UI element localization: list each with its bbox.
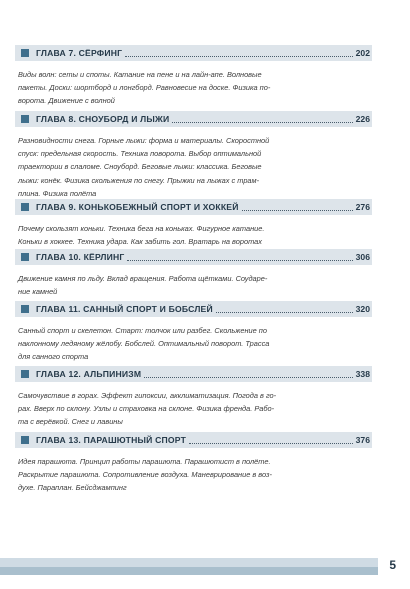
dot-leader — [216, 312, 353, 313]
description-line: Коньки в хоккее. Техника удара. Как забить гол. Вратарь на воротах — [18, 237, 262, 247]
chapter-description — [18, 134, 308, 200]
bullet-square-icon — [21, 436, 29, 444]
dot-leader — [125, 56, 352, 57]
description-line: лыжи: конёк. Физика скольжения по снегу. Прыжки на лыжах с трам- — [18, 175, 260, 185]
dot-leader — [242, 210, 353, 211]
bullet-square-icon — [21, 370, 29, 378]
description-line: для санного спорта — [18, 352, 89, 362]
description-line: Движение камня по льду. Вклад вращения. Работа щётками. Соударе- — [18, 274, 268, 283]
description-line: рах. Вверх по склону. Узлы и страховка на склоне. Физика френда. Рабо- — [18, 404, 275, 414]
description-line: спуск: предельная скорость. Техника поворота. Выбор оптимальной — [18, 149, 262, 159]
dot-leader — [172, 122, 352, 123]
description-line: Раскрытие парашюта. Сопротивление воздуха. Маневрирование в воз- — [18, 470, 272, 480]
description-line: пакеты. Доски: шортборд и лонгборд. Равновесие на доске. Физика по- — [18, 83, 271, 93]
description-line: духе. Параплан. Бейсджампинг — [18, 483, 127, 493]
chapter-title: ГЛАВА 13. ПАРАШЮТНЫЙ СПОРТ — [36, 435, 189, 445]
dot-leader — [144, 377, 352, 378]
chapter-description — [18, 222, 308, 248]
chapter-page-number: 338 — [353, 369, 372, 379]
chapter-description — [18, 68, 308, 108]
top-margin — [0, 0, 410, 18]
chapter-title: ГЛАВА 10. КЁРЛИНГ — [36, 252, 127, 262]
bullet-square-icon — [21, 49, 29, 57]
dot-leader — [127, 260, 352, 261]
bullet-square-icon — [21, 203, 29, 211]
description-line: Почему скользят коньки. Техника бега на коньках. Фигурное катание. — [18, 224, 265, 233]
toc-entry — [15, 45, 372, 108]
toc-entry-header — [15, 301, 372, 317]
dot-leader — [189, 443, 353, 444]
description-line: траектории в слаломе. Сноуборд. Беговые лыжи: классика. Беговые — [18, 162, 262, 172]
chapter-page-number: 376 — [353, 435, 372, 445]
chapter-title: ГЛАВА 12. АЛЬПИНИЗМ — [36, 369, 144, 379]
chapter-page-number: 276 — [353, 202, 372, 212]
chapter-title: ГЛАВА 9. КОНЬКОБЕЖНЫЙ СПОРТ И ХОККЕЙ — [36, 202, 242, 212]
toc-entry — [15, 366, 372, 429]
chapter-page-number: 306 — [353, 252, 372, 262]
description-line: ворота. Движение с волной — [18, 96, 115, 106]
description-line: Санный спорт и скелетон. Старт: толчок или разбег. Скольжение по — [18, 326, 267, 335]
page-number: 5 — [389, 558, 396, 572]
chapter-title: ГЛАВА 8. СНОУБОРД И ЛЫЖИ — [36, 114, 172, 124]
toc-entry — [15, 301, 372, 364]
description-line: наклонному ледяному жёлобу. Бобслей. Оптимальный поворот. Трасса — [18, 339, 270, 349]
description-line: плина. Физика полёта — [18, 188, 97, 198]
toc-entry-header — [15, 432, 372, 448]
toc-entry-header — [15, 45, 372, 61]
description-line: Виды волн: сеты и споты. Катание на пене и на лайн-апе. Волновые — [18, 70, 262, 79]
description-line: ние камней — [18, 287, 58, 297]
chapter-title: ГЛАВА 7. СЁРФИНГ — [36, 48, 125, 58]
bullet-square-icon — [21, 305, 29, 313]
toc-entry-header — [15, 199, 372, 215]
toc-entry — [15, 111, 372, 200]
toc-entry-header — [15, 366, 372, 382]
bullet-square-icon — [21, 253, 29, 261]
bullet-square-icon — [21, 115, 29, 123]
footer-band-light — [0, 558, 378, 567]
chapter-title: ГЛАВА 11. САННЫЙ СПОРТ И БОБСЛЕЙ — [36, 304, 216, 314]
chapter-page-number: 320 — [353, 304, 372, 314]
toc-entry — [15, 249, 372, 298]
description-line: та с верёвкой. Снег и лавины — [18, 417, 123, 427]
chapter-page-number: 202 — [353, 48, 372, 58]
toc-entry-header — [15, 111, 372, 127]
description-line: Разновидности снега. Горные лыжи: форма и материалы. Скоростной — [18, 136, 270, 145]
chapter-description — [18, 324, 308, 364]
description-line: Самочувствие в горах. Эффект гипоксии, акклиматизация. Погода в го- — [18, 391, 277, 400]
chapter-description — [18, 272, 308, 298]
toc-entry — [15, 199, 372, 248]
chapter-description — [18, 389, 308, 429]
chapter-description — [18, 455, 308, 495]
footer-band-dark — [0, 567, 378, 575]
description-line: Идея парашюта. Принцип работы парашюта. Парашютист в полёте. — [18, 457, 271, 466]
toc-entry-header — [15, 249, 372, 265]
chapter-page-number: 226 — [353, 114, 372, 124]
toc-entry — [15, 432, 372, 495]
